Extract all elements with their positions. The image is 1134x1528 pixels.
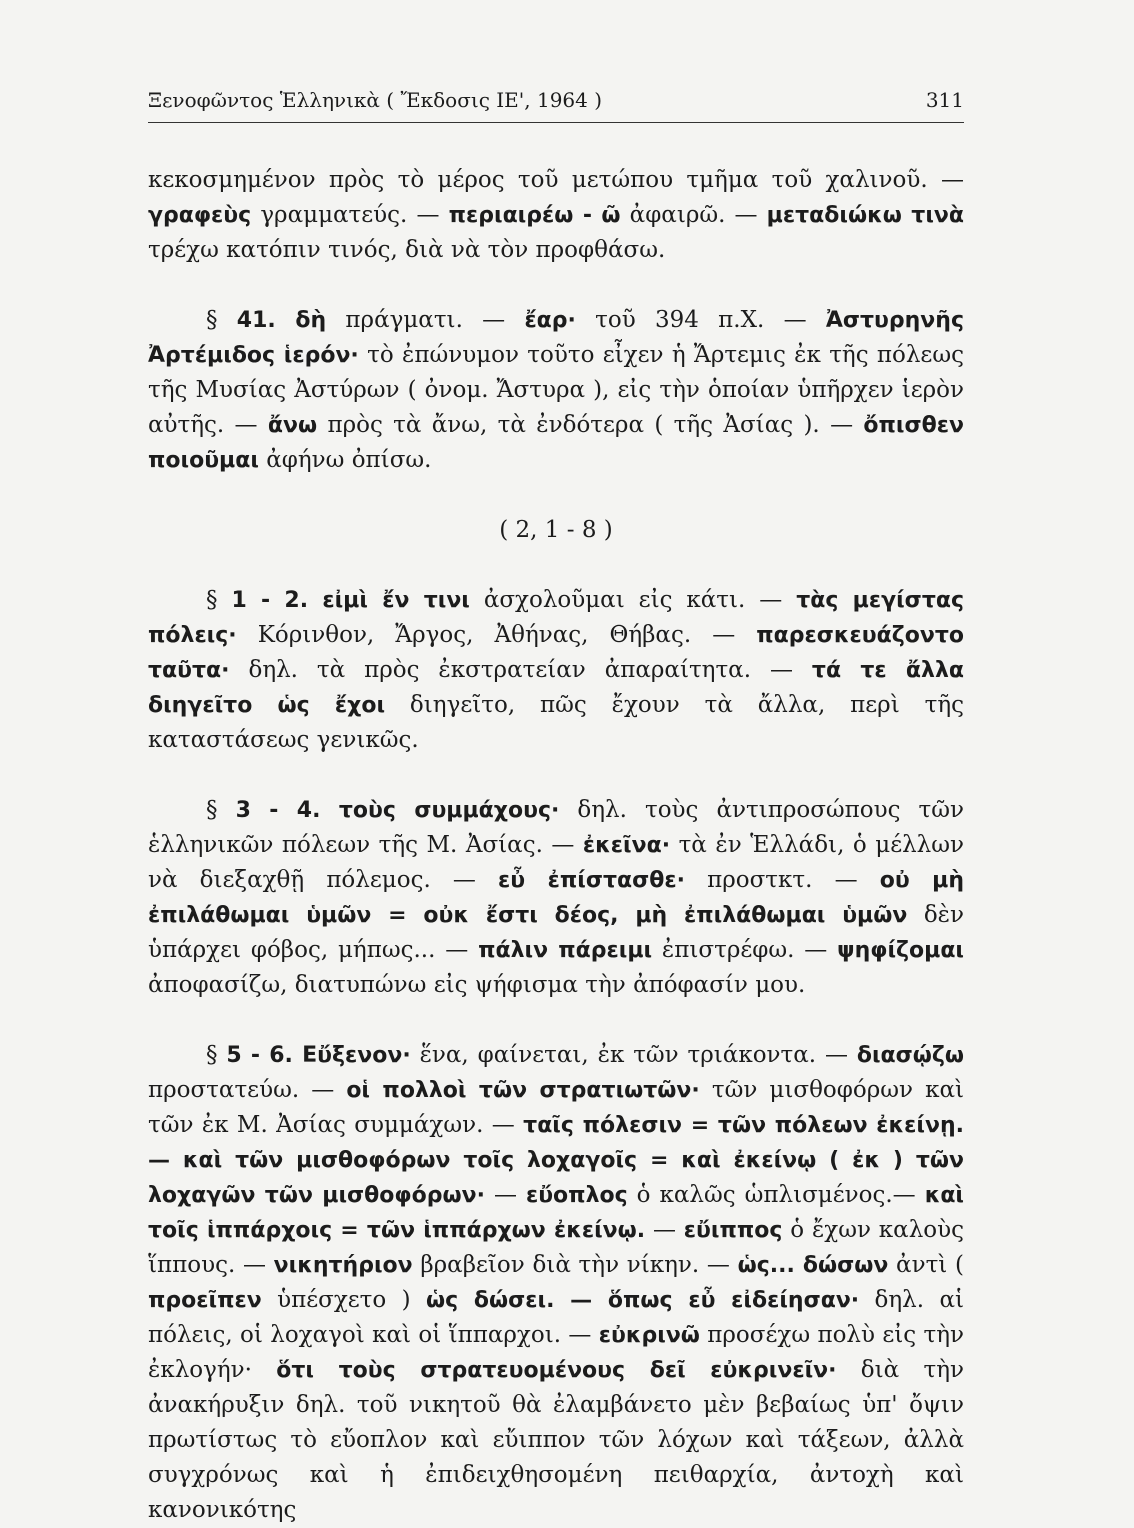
lemma: διασῴζω (856, 1043, 965, 1068)
lemma: ἔαρ· (524, 308, 576, 333)
gloss-text: § (206, 797, 236, 823)
gloss-text: § (206, 307, 237, 333)
paragraph (148, 583, 964, 758)
gloss-text: δηλ. αἱ πόλεις, οἱ λοχαγοὶ καὶ οἱ ἵππαρχοι. — (148, 1287, 965, 1348)
lemma: προεῖπεν (148, 1288, 262, 1313)
lemma: παρεσκευάζοντο ταῦτα· (148, 623, 964, 683)
gloss-text: τῶν μισθοφόρων καὶ τῶν ἐκ Μ. Ἀσίας συμμάχων. — (148, 1077, 964, 1138)
gloss-text: δηλ. τοὺς ἀντιπροσώπους τῶν ἑλληνικῶν πόλεων τῆς Μ. Ἀσίας. — (148, 797, 964, 858)
lemma: οἱ πολλοὶ τῶν στρατιωτῶν· (346, 1078, 700, 1103)
running-header (148, 88, 964, 123)
lemma: ἄνω (267, 413, 318, 438)
gloss-text: διηγεῖτο, πῶς ἔχουν τὰ ἄλλα, περὶ τῆς καταστάσεως γενικῶς. (148, 692, 964, 753)
gloss-text: ἀφήνω ὀπίσω. (258, 447, 432, 473)
gloss-text: ὁ ἔχων καλοὺς ἵππους. — (148, 1217, 964, 1278)
gloss-text: πρὸς τὰ ἄνω, τὰ ἐνδότερα ( τῆς Ἀσίας ). — (317, 412, 864, 438)
gloss-text: ὁ καλῶς ὡπλισμένος.— (627, 1182, 925, 1208)
paragraph (148, 303, 964, 478)
paragraph (148, 163, 964, 268)
gloss-text: ἕνα, φαίνεται, ἐκ τῶν τριάκοντα. — (410, 1042, 857, 1068)
gloss-text: δὲν ὑπάρχει φόβος, μήπως... — (148, 902, 965, 963)
gloss-text: — (484, 1182, 526, 1208)
lemma: οὐ μὴ ἐπιλάθωμαι ὑμῶν = οὐκ ἔστι δέος, μὴ ἐπιλάθωμαι ὑμῶν (148, 868, 965, 928)
lemma: μεταδιώκω τινὰ (766, 203, 964, 228)
lemma: 1 - 2. εἰμὶ ἔν τινι (231, 588, 470, 613)
gloss-text: διὰ τὴν ἀνακήρυξιν δηλ. τοῦ νικητοῦ θὰ ἐλαμβάνετο μὲν βεβαίως ὑπ' ὄψιν πρωτίστως τὸ εὔοπλον καὶ εὔιππον τῶν λόχων καὶ τάξεων, ἀλλὰ συγχρόνως καὶ ἡ ἐπιδειχθησομένη πειθαρχία, ἀντοχὴ καὶ κανονικότης (148, 1357, 964, 1523)
lemma: ἐκεῖνα· (582, 833, 671, 858)
lemma: ταῖς πόλεσιν = τῶν πόλεων ἐκείνῃ. — καὶ τῶν μισθοφόρων τοῖς λοχαγοῖς = καὶ ἐκείνῳ ( ἐκ ) τῶν λοχαγῶν τῶν μισθοφόρων· (148, 1113, 964, 1208)
gloss-text: — (645, 1217, 684, 1243)
gloss-text: § (206, 587, 232, 613)
gloss-text: τοῦ 394 π.Χ. — (575, 307, 826, 333)
lemma: περιαιρέω - ῶ (448, 203, 621, 228)
paragraph (148, 793, 964, 1003)
gloss-text: ἐπιστρέφω. — (652, 937, 838, 963)
gloss-text: προστατεύω. — (148, 1077, 347, 1103)
lemma: τὰς μεγίστας πόλεις· (148, 588, 965, 648)
gloss-text: ἀφαιρῶ. — (620, 202, 767, 228)
body-text (148, 163, 964, 1528)
page-number: 311 (925, 88, 964, 112)
gloss-text: ἀποφασίζω, διατυπώνω εἰς ψήφισμα τὴν ἀπόφασίν μου. (148, 972, 806, 998)
gloss-text: γραμματεύς. — (251, 202, 449, 228)
lemma: ὄπισθεν ποιοῦμαι (148, 413, 964, 473)
gloss-text: τὸ ἐπώνυμον τοῦτο εἶχεν ἡ Ἄρτεμις ἐκ τῆς πόλεως τῆς Μυσίας Ἀστύρων ( ὀνομ. Ἄστυρα ), εἰς τὴν ὁποίαν ὑπῆρχεν ἱερὸν αὐτῆς. — (148, 342, 964, 438)
lemma: πάλιν πάρειμι (478, 938, 653, 963)
lemma: 41. δὴ (236, 308, 327, 333)
lemma: καὶ τοῖς ἱππάρχοις = τῶν ἱππάρχων ἐκείνῳ. (148, 1183, 965, 1243)
lemma: γραφεὺς (148, 203, 252, 228)
lemma: εὐκρινῶ (598, 1323, 700, 1348)
gloss-text: Κόρινθον, Ἄργος, Ἀθήνας, Θήβας. — (236, 622, 757, 648)
section-heading (148, 513, 964, 548)
lemma: νικητήριον (273, 1253, 413, 1278)
gloss-text: βραβεῖον διὰ τὴν νίκην. — (412, 1252, 738, 1278)
lemma: ψηφίζομαι (837, 938, 965, 963)
gloss-text: ( 2, 1 - 8 ) (499, 517, 613, 543)
gloss-text: § (206, 1042, 227, 1068)
gloss-text: ὑπέσχετο ) (261, 1287, 426, 1313)
lemma: τά τε ἄλλα διηγεῖτο ὡς ἔχοι (148, 658, 964, 718)
lemma: 3 - 4. τοὺς συμμάχους· (235, 798, 560, 823)
gloss-text: δηλ. τὰ πρὸς ἐκστρατείαν ἀπαραίτητα. — (229, 657, 812, 683)
lemma: 5 - 6. Εὔξενον· (226, 1043, 411, 1068)
lemma: ὅτι τοὺς στρατευομένους δεῖ εὐκρινεῖν· (276, 1358, 837, 1383)
paragraph (148, 1038, 964, 1528)
lemma: ὡς δώσει. — ὅπως εὖ εἰδείησαν· (426, 1288, 860, 1313)
gloss-text: ἀσχολοῦμαι εἰς κάτι. — (469, 587, 797, 613)
gloss-text: προσέχω πολὺ εἰς τὴν ἐκλογήν· (148, 1322, 964, 1383)
gloss-text: πράγματι. — (326, 307, 525, 333)
gloss-text: κεκοσμημένον πρὸς τὸ μέρος τοῦ μετώπου τμῆμα τοῦ χαλινοῦ. — (148, 167, 964, 193)
lemma: εὔοπλος (525, 1183, 628, 1208)
gloss-text: τρέχω κατόπιν τινός, διὰ νὰ τὸν προφθάσω. (148, 237, 666, 263)
lemma: ὡς... δώσων (737, 1253, 889, 1278)
lemma: Ἀστυρηνῆς Ἀρτέμιδος ἱερόν· (148, 308, 964, 368)
gloss-text: προστκτ. — (684, 867, 880, 893)
header-title: Ξενοφῶντος Ἑλληνικὰ ( Ἔκδοσις ΙΕ', 1964 ) (148, 88, 603, 112)
lemma: εὔιππος (683, 1218, 783, 1243)
book-page (148, 88, 964, 1528)
lemma: εὖ ἐπίστασθε· (498, 868, 685, 893)
gloss-text: ἀντὶ ( (888, 1252, 964, 1278)
gloss-text: τὰ ἐν Ἑλλάδι, ὁ μέλλων νὰ διεξαχθῇ πόλεμος. — (148, 832, 965, 893)
